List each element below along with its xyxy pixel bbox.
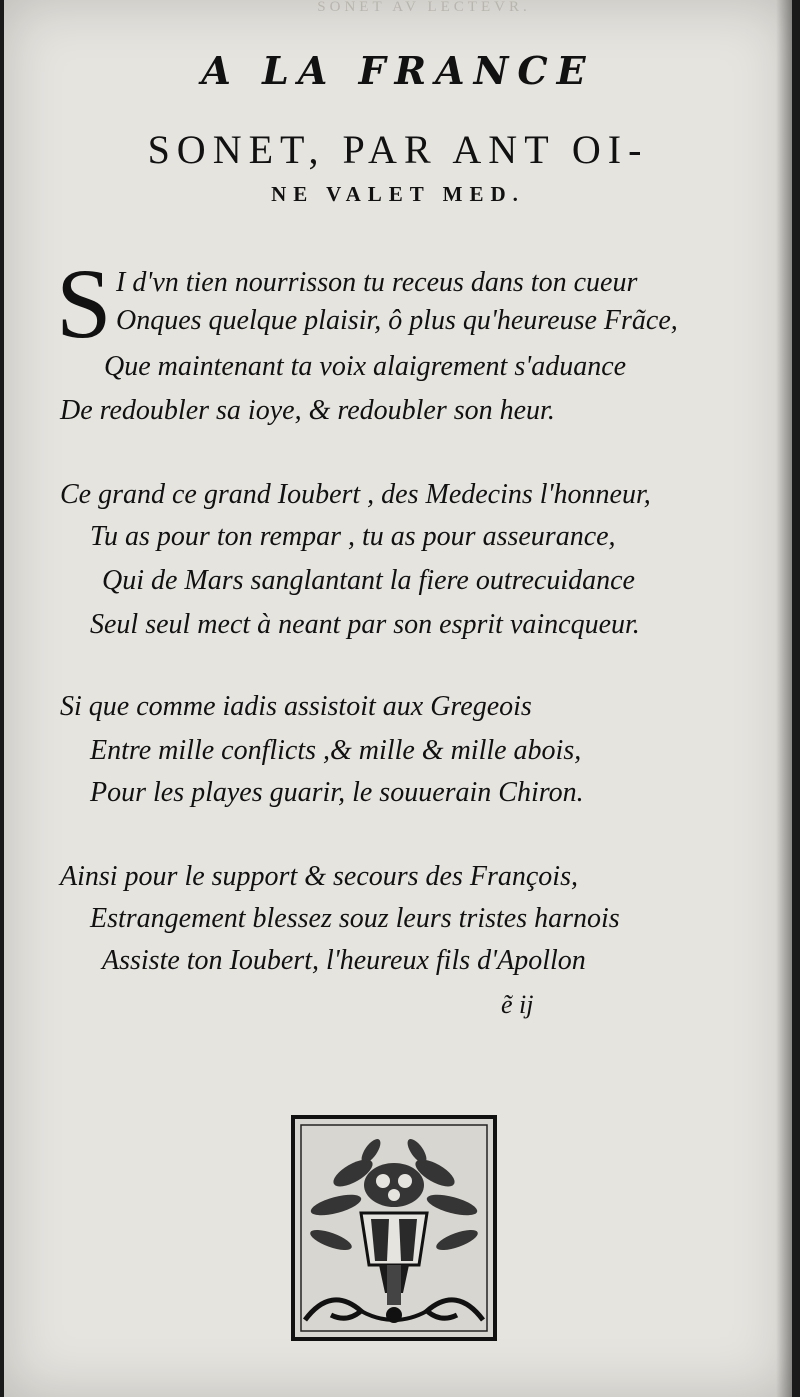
verse-line: Tu as pour ton rempar , tu as pour asseurance, <box>90 521 616 552</box>
verse-line: Estrangement blessez souz leurs tristes harnois <box>90 903 620 934</box>
title-line-1: A LA FRANCE <box>201 48 595 93</box>
verse-line: I d'vn tien nourrisson tu receus dans ton cueur <box>116 267 638 298</box>
verse-line: Seul seul mect à neant par son esprit vaincqueur. <box>90 609 640 640</box>
signature-mark: ẽ ij <box>501 990 534 1019</box>
verse-line: Ainsi pour le support & secours des François, <box>60 861 578 892</box>
verse-line: Assiste ton Ioubert, l'heureux fils d'Apollon <box>102 945 586 976</box>
verse-line: Si que comme iadis assistoit aux Gregeois <box>60 691 532 722</box>
drop-capital: S <box>56 248 112 359</box>
woodcut-vase-ornament <box>291 1115 497 1341</box>
verse-line: Ce grand ce grand Ioubert , des Medecins l'honneur, <box>60 479 651 510</box>
verse-line: Que maintenant ta voix alaigrement s'aduance <box>104 351 627 382</box>
verse-line: Qui de Mars sanglantant la fiere outrecuidance <box>102 565 635 596</box>
title-line-3: NE VALET MED. <box>271 182 525 206</box>
verse-line: Entre mille conflicts ,& mille & mille abois, <box>90 735 582 766</box>
show-through-running-head: SONET AV LECTEVR. <box>317 0 531 14</box>
book-page <box>4 0 792 1397</box>
verse-line: Onques quelque plaisir, ô plus qu'heureuse Frãce, <box>116 305 678 336</box>
title-line-2: SONET, PAR ANT OI- <box>147 127 649 172</box>
verse-line: Pour les playes guarir, le souuerain Chiron. <box>90 777 584 808</box>
verse-line: De redoubler sa ioye, & redoubler son heur. <box>60 395 555 426</box>
